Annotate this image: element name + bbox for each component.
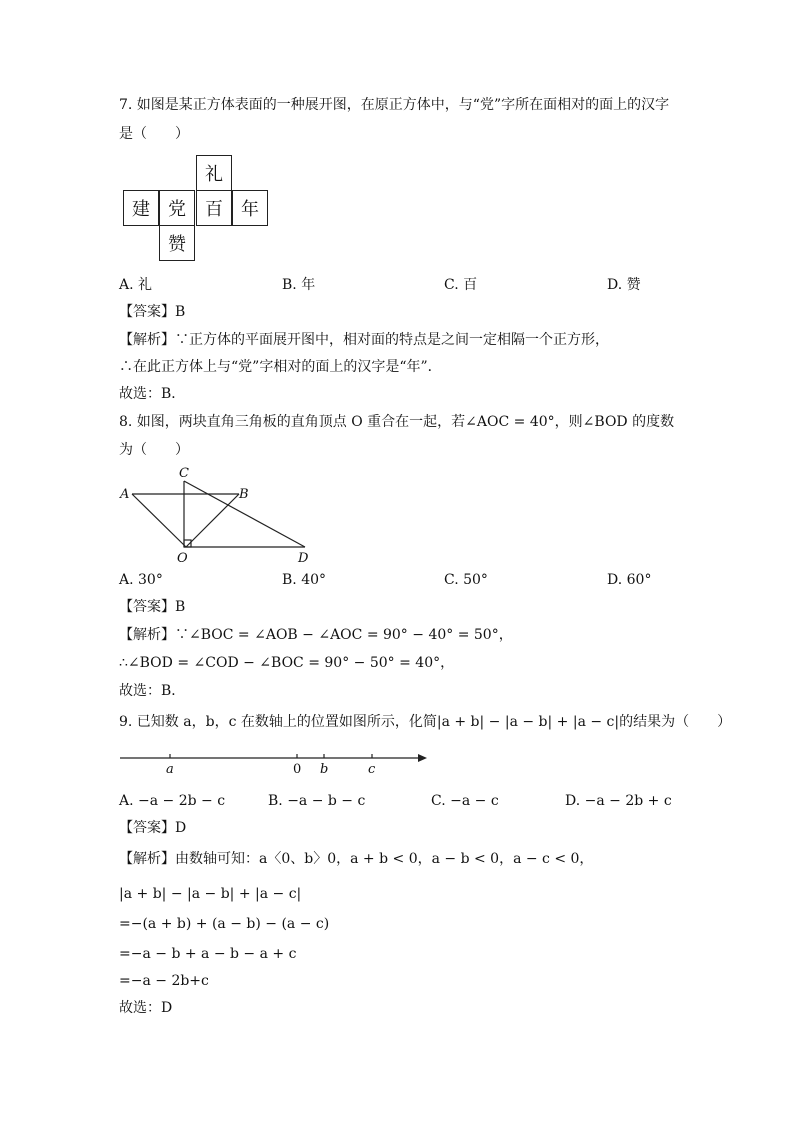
q7-stem-line2: 是（ ） xyxy=(119,126,189,142)
q8-stem-line1: 8. 如图，两块直角三角板的直角顶点 O 重合在一起，若∠AOC = 40°，则∠BOD 的度数 xyxy=(119,414,675,430)
q9-option-b: B. −a − b − c xyxy=(268,793,366,809)
net-cell-row-1: 建 xyxy=(123,190,159,226)
q8-analysis-line1: 【解析】∵∠BOC = ∠AOB − ∠AOC = 90° − 40° = 50°， xyxy=(119,627,513,643)
q8-conclusion: 故选：B． xyxy=(119,683,186,699)
net-cell-row-3: 百 xyxy=(196,190,232,226)
label-zero: 0 xyxy=(293,762,302,777)
net-cell-bottom: 赞 xyxy=(159,225,195,261)
q8-option-c: C. 50° xyxy=(444,572,488,588)
q8-option-a: A. 30° xyxy=(119,572,163,588)
q9-step-3: =−a − b + a − b − a + c xyxy=(119,946,297,962)
q7-stem-line1: 7. 如图是某正方体表面的一种展开图，在原正方体中，与“党”字所在面相对的面上的汉字 xyxy=(119,97,670,113)
q9-number-line xyxy=(115,748,435,778)
q8-stem-line2: 为（ ） xyxy=(119,442,189,458)
label-c: C xyxy=(179,466,189,481)
q9-conclusion: 故选：D xyxy=(119,1000,173,1016)
net-cell-top: 礼 xyxy=(196,155,232,191)
q8-answer: 【答案】B xyxy=(119,599,186,615)
q9-option-a: A. −a − 2b − c xyxy=(119,793,226,809)
q9-step-1: |a + b| − |a − b| + |a − c| xyxy=(119,886,302,902)
label-c: c xyxy=(368,762,376,777)
q9-option-d: D. −a − 2b + c xyxy=(565,793,672,809)
q7-conclusion: 故选：B． xyxy=(119,386,186,402)
segment-bo xyxy=(186,494,239,547)
segment-ao xyxy=(132,494,186,547)
label-b: B xyxy=(239,487,249,502)
q9-stem: 9. 已知数 a，b，c 在数轴上的位置如图所示，化简|a + b| − |a − b| + |a − c|的结果为（ ） xyxy=(119,714,732,730)
q9-answer: 【答案】D xyxy=(119,820,187,836)
label-o: O xyxy=(177,551,188,566)
net-cell-row-4: 年 xyxy=(232,190,268,226)
q8-option-d: D. 60° xyxy=(607,572,652,588)
q7-option-b: B. 年 xyxy=(282,277,316,293)
q7-option-a: A. 礼 xyxy=(119,277,153,293)
label-a: A xyxy=(120,487,130,502)
q7-option-c: C. 百 xyxy=(444,277,478,293)
q8-triangle-figure xyxy=(115,462,325,566)
q9-option-c: C. −a − c xyxy=(431,793,499,809)
q8-option-b: B. 40° xyxy=(282,572,327,588)
label-a: a xyxy=(166,762,174,777)
q7-option-d: D. 赞 xyxy=(607,277,641,293)
net-cell-row-2: 党 xyxy=(159,190,195,226)
q7-cube-net xyxy=(123,155,270,261)
q9-step-2: =−(a + b) + (a − b) − (a − c) xyxy=(119,916,330,932)
q7-analysis-line2: ∴在此正方体上与“党”字相对的面上的汉字是“年”． xyxy=(119,359,442,375)
axis-arrow xyxy=(418,754,427,762)
q9-step-4: =−a − 2b+c xyxy=(119,973,209,989)
q8-analysis-line2: ∴∠BOD = ∠COD − ∠BOC = 90° − 50° = 40°， xyxy=(119,655,455,671)
label-d: D xyxy=(298,551,309,566)
q7-answer: 【答案】B xyxy=(119,304,186,320)
q7-analysis-line1: 【解析】∵正方体的平面展开图中，相对面的特点是之间一定相隔一个正方形， xyxy=(119,332,609,348)
q9-analysis-line1: 【解析】由数轴可知：a〈0、b〉0，a + b < 0，a − b < 0，a − c < 0， xyxy=(119,851,594,867)
label-b: b xyxy=(320,762,329,777)
